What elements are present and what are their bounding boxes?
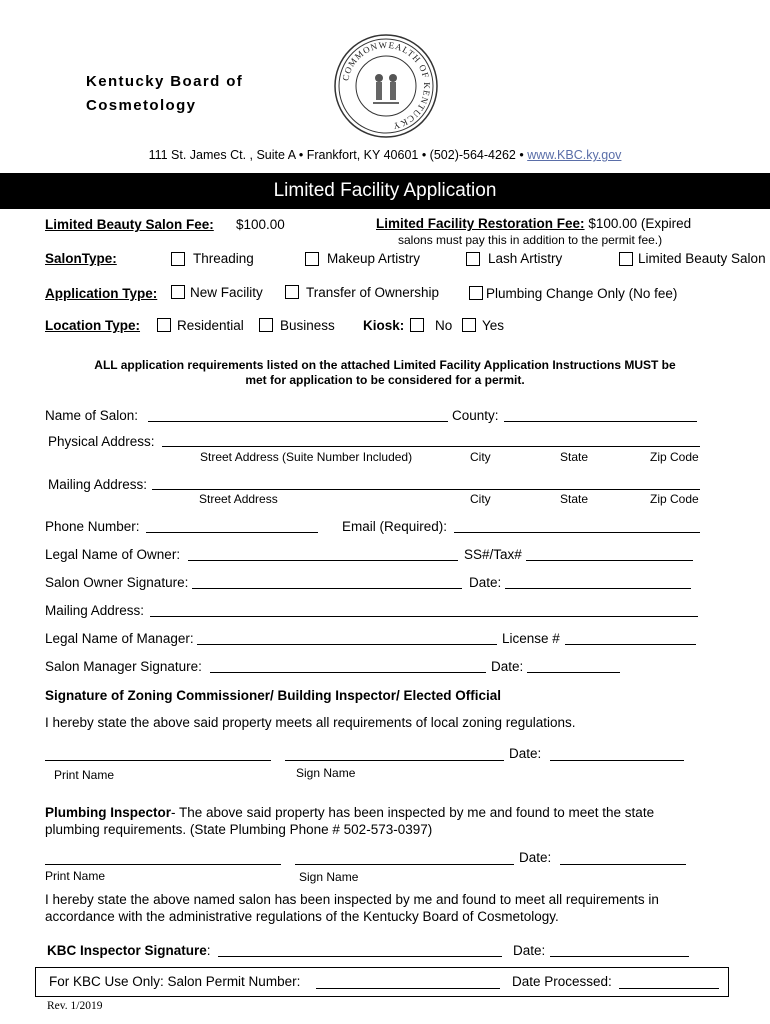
owner-mailing-address-label: Mailing Address:: [45, 603, 145, 618]
org-name-line1: Kentucky Board of: [86, 73, 244, 90]
email-label: Email (Required):: [342, 519, 448, 534]
kiosk-label: Kiosk:: [363, 318, 405, 333]
phone-field[interactable]: [146, 532, 318, 533]
plumbing-date-field[interactable]: [560, 864, 686, 865]
revision-label: Rev. 1/2019: [47, 1000, 103, 1012]
restoration-fee-note: salons must pay this in addition to the permit fee.): [398, 233, 663, 247]
county-label: County:: [452, 408, 499, 423]
new-facility-checkbox[interactable]: [171, 285, 185, 299]
owner-signature-label: Salon Owner Signature:: [45, 575, 189, 590]
name-of-salon-label: Name of Salon:: [45, 408, 139, 423]
kiosk-yes-checkbox[interactable]: [462, 318, 476, 332]
legal-manager-label: Legal Name of Manager:: [45, 631, 194, 646]
plumbing-change-checkbox[interactable]: [469, 286, 483, 300]
restoration-fee-label: Limited Facility Restoration Fee:: [376, 216, 585, 231]
plumbing-statement-line1: [45, 805, 654, 820]
physical-street-caption: Street Address (Suite Number Included): [200, 450, 413, 464]
owner-date-label: Date:: [469, 575, 502, 590]
new-facility-label: New Facility: [190, 285, 263, 300]
kbc-inspector-signature-field[interactable]: [218, 956, 502, 957]
svg-text:COMMONWEALTH OF KENTUCKY: [340, 40, 432, 132]
form-title-banner: Limited Facility Application: [0, 173, 770, 209]
kbc-inspector-colon: :: [206, 943, 211, 958]
permit-number-label: For KBC Use Only: Salon Permit Number:: [49, 974, 301, 989]
requirements-notice-line1: ALL application requirements listed on the attached Limited Facility Application Instructions MUST be: [94, 358, 676, 372]
limited-beauty-salon-checkbox[interactable]: [619, 252, 633, 266]
kiosk-no-checkbox[interactable]: [410, 318, 424, 332]
zoning-sign-name-caption: Sign Name: [296, 766, 356, 780]
zoning-sign-name-field[interactable]: [285, 760, 504, 761]
address-text: 111 St. James Ct. , Suite A • Frankfort, KY 40601 • (502)-564-4262 •: [148, 148, 524, 162]
plumbing-heading: Plumbing Inspector: [45, 805, 172, 820]
plumbing-sign-name-field[interactable]: [295, 864, 514, 865]
kentucky-seal-icon: [333, 33, 439, 139]
manager-date-label: Date:: [491, 659, 524, 674]
requirements-notice-line2: met for application to be considered for a permit.: [245, 373, 525, 387]
legal-owner-label: Legal Name of Owner:: [45, 547, 181, 562]
business-checkbox[interactable]: [259, 318, 273, 332]
owner-mailing-address-field[interactable]: [150, 616, 698, 617]
manager-signature-field[interactable]: [210, 672, 486, 673]
kbc-statement-line2: accordance with the administrative regulations of the Kentucky Board of Cosmetology.: [45, 909, 559, 924]
legal-owner-field[interactable]: [188, 560, 458, 561]
website-link[interactable]: www.KBC.ky.gov: [527, 148, 622, 162]
date-processed-field[interactable]: [619, 988, 719, 989]
ss-tax-field[interactable]: [526, 560, 693, 561]
ss-tax-label: SS#/Tax#: [464, 547, 522, 562]
phone-label: Phone Number:: [45, 519, 140, 534]
transfer-ownership-checkbox[interactable]: [285, 285, 299, 299]
location-type-label: Location Type:: [45, 318, 141, 333]
lash-artistry-checkbox[interactable]: [466, 252, 480, 266]
residential-checkbox[interactable]: [157, 318, 171, 332]
makeup-artistry-checkbox[interactable]: [305, 252, 319, 266]
business-label: Business: [280, 318, 335, 333]
plumbing-change-label: Plumbing Change Only (No fee): [486, 286, 678, 301]
manager-date-field[interactable]: [527, 672, 620, 673]
org-name-line2: Cosmetology: [86, 97, 197, 114]
salon-fee-value: $100.00: [236, 217, 285, 232]
lash-artistry-label: Lash Artistry: [488, 251, 563, 266]
legal-manager-field[interactable]: [197, 644, 497, 645]
seal-text: COMMONWEALTH OF KENTUCKY: [340, 39, 433, 132]
zoning-print-name-field[interactable]: [45, 760, 271, 761]
permit-number-field[interactable]: [316, 988, 500, 989]
salon-type-label: SalonType:: [45, 251, 117, 266]
threading-label: Threading: [193, 251, 254, 266]
physical-address-label: Physical Address:: [48, 434, 155, 449]
mailing-state-caption: State: [560, 492, 589, 506]
plumbing-text1: - The above said property has been inspected by me and found to meet the state: [171, 805, 655, 820]
restoration-fee-value: $100.00 (Expired: [588, 216, 692, 231]
salon-fee-label: Limited Beauty Salon Fee:: [45, 217, 214, 232]
license-label: License #: [502, 631, 560, 646]
makeup-artistry-label: Makeup Artistry: [327, 251, 421, 266]
address-line: [0, 148, 770, 162]
name-of-salon-field[interactable]: [148, 421, 448, 422]
application-type-label: Application Type:: [45, 286, 158, 301]
residential-label: Residential: [177, 318, 244, 333]
physical-state-caption: State: [560, 450, 589, 464]
physical-address-field[interactable]: [162, 446, 700, 447]
restoration-fee: [376, 216, 691, 231]
kbc-date-field[interactable]: [550, 956, 689, 957]
zoning-print-name-caption: Print Name: [54, 768, 115, 782]
kbc-inspector-signature-label: KBC Inspector Signature: [47, 943, 207, 958]
mailing-zip-caption: Zip Code: [650, 492, 699, 506]
plumbing-sign-name-caption: Sign Name: [299, 870, 359, 884]
plumbing-print-name-field[interactable]: [45, 864, 281, 865]
zoning-heading: Signature of Zoning Commissioner/ Building Inspector/ Elected Official: [45, 688, 502, 703]
owner-date-field[interactable]: [505, 588, 691, 589]
mailing-street-caption: Street Address: [199, 492, 278, 506]
mailing-city-caption: City: [470, 492, 491, 506]
threading-checkbox[interactable]: [171, 252, 185, 266]
zoning-date-label: Date:: [509, 746, 542, 761]
transfer-ownership-label: Transfer of Ownership: [306, 285, 440, 300]
physical-city-caption: City: [470, 450, 491, 464]
kiosk-no-label: No: [435, 318, 453, 333]
manager-signature-label: Salon Manager Signature:: [45, 659, 202, 674]
kbc-date-label: Date:: [513, 943, 546, 958]
zoning-statement: I hereby state the above said property meets all requirements of local zoning regulations.: [45, 715, 576, 730]
kbc-inspector-signature: [47, 943, 211, 958]
kbc-statement-line1: I hereby state the above named salon has been inspected by me and found to meet all requirements in: [45, 892, 659, 907]
county-field[interactable]: [504, 421, 697, 422]
plumbing-statement-line2: plumbing requirements. (State Plumbing Phone # 502-573-0397): [45, 822, 433, 837]
kiosk-yes-label: Yes: [482, 318, 505, 333]
plumbing-date-label: Date:: [519, 850, 552, 865]
date-processed-label: Date Processed:: [512, 974, 612, 989]
mailing-address-label: Mailing Address:: [48, 477, 148, 492]
limited-beauty-salon-label: Limited Beauty Salon: [638, 251, 766, 266]
license-field[interactable]: [565, 644, 696, 645]
physical-zip-caption: Zip Code: [650, 450, 699, 464]
mailing-address-field[interactable]: [152, 489, 700, 490]
owner-signature-field[interactable]: [192, 588, 462, 589]
zoning-date-field[interactable]: [550, 760, 684, 761]
email-field[interactable]: [454, 532, 700, 533]
plumbing-print-name-caption: Print Name: [45, 869, 106, 883]
